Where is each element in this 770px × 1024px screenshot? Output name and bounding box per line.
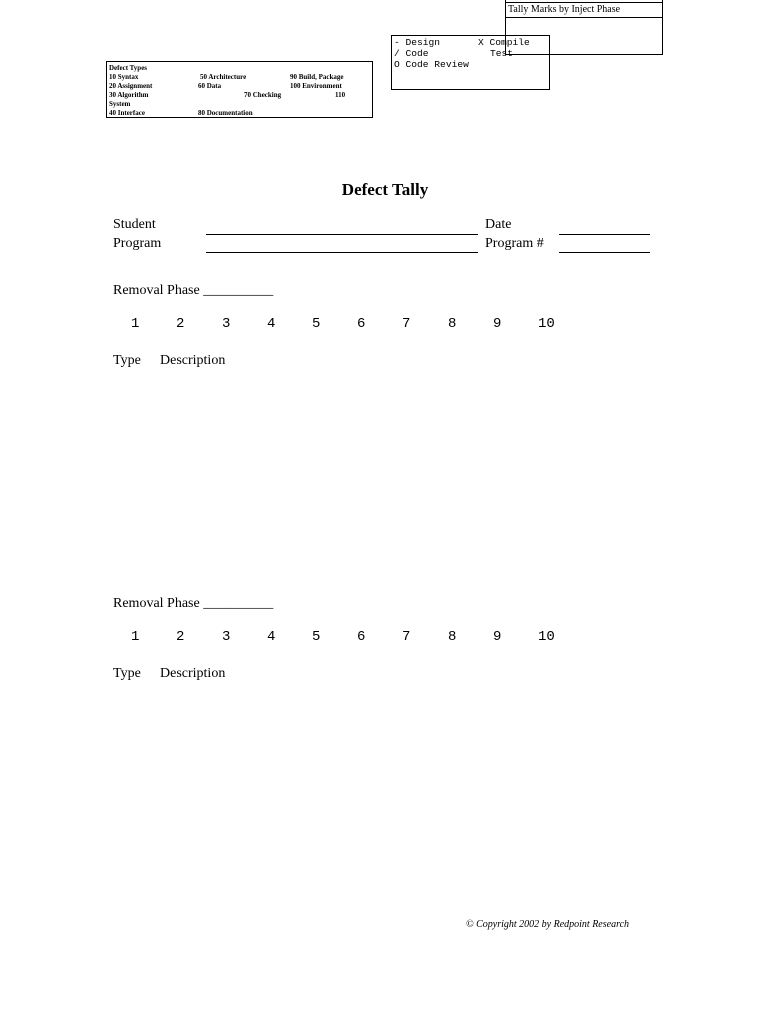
defect-type-system: System xyxy=(109,100,131,108)
tally-number: 5 xyxy=(312,629,321,645)
defect-type-90: 90 Build, Package xyxy=(290,73,344,81)
removal-phase-label: Removal Phase __________ xyxy=(113,283,274,298)
defect-type-70: 70 Checking xyxy=(244,91,282,99)
tally-number: 8 xyxy=(448,629,457,645)
tally-number: 4 xyxy=(267,629,276,645)
legend-code-review: O Code Review xyxy=(394,59,469,70)
removal-phase-label: Removal Phase __________ xyxy=(113,596,274,611)
description-label: Description xyxy=(160,353,226,368)
tally-number: 9 xyxy=(493,629,502,645)
copyright-notice: © Copyright 2002 by Redpoint Research xyxy=(466,919,630,930)
tally-number: 2 xyxy=(176,629,185,645)
program-label: Program xyxy=(113,236,162,251)
defect-type-10: 10 Syntax xyxy=(109,73,139,81)
tally-number: 1 xyxy=(131,629,140,645)
defect-type-20: 20 Assignment xyxy=(109,82,153,90)
defect-type-80: 80 Documentation xyxy=(198,109,253,117)
defect-type-60: 60 Data xyxy=(198,82,222,90)
tally-number: 7 xyxy=(402,316,411,332)
defect-types-header: Defect Types xyxy=(109,64,148,72)
date-label: Date xyxy=(485,217,512,232)
date-field[interactable] xyxy=(559,234,650,235)
inject-phase-legend xyxy=(391,35,550,90)
tally-number: 3 xyxy=(222,629,231,645)
defect-type-30: 30 Algorithm xyxy=(109,91,149,99)
tally-number: 8 xyxy=(448,316,457,332)
defect-type-40: 40 Interface xyxy=(109,109,145,117)
tally-number: 4 xyxy=(267,316,276,332)
type-label: Type xyxy=(113,353,141,368)
tally-box-divider xyxy=(506,17,662,18)
defect-type-100: 100 Environment xyxy=(290,82,342,90)
defect-type-110: 110 xyxy=(335,91,346,99)
legend-test: Test xyxy=(490,48,514,59)
student-field[interactable] xyxy=(206,234,478,235)
tally-box-title: Tally Marks by Inject Phase xyxy=(508,4,621,15)
program-number-field[interactable] xyxy=(559,252,650,253)
legend-compile: X Compile xyxy=(478,37,530,48)
student-label: Student xyxy=(113,217,156,232)
program-field[interactable] xyxy=(206,252,478,253)
program-number-label: Program # xyxy=(485,236,544,251)
tally-number: 6 xyxy=(357,316,366,332)
tally-number: 2 xyxy=(176,316,185,332)
description-label: Description xyxy=(160,666,226,681)
tally-number: 10 xyxy=(538,316,555,332)
tally-box-top-rule xyxy=(506,2,662,3)
tally-number: 10 xyxy=(538,629,555,645)
legend-code: / Code xyxy=(394,48,429,59)
tally-number: 7 xyxy=(402,629,411,645)
tally-number: 5 xyxy=(312,316,321,332)
defect-type-50: 50 Architecture xyxy=(200,73,247,81)
page-title: Defect Tally xyxy=(341,180,429,199)
tally-number: 6 xyxy=(357,629,366,645)
tally-number: 9 xyxy=(493,316,502,332)
type-label: Type xyxy=(113,666,141,681)
defect-types-box xyxy=(106,61,373,118)
tally-number: 1 xyxy=(131,316,140,332)
legend-design: - Design xyxy=(394,37,441,48)
tally-number: 3 xyxy=(222,316,231,332)
